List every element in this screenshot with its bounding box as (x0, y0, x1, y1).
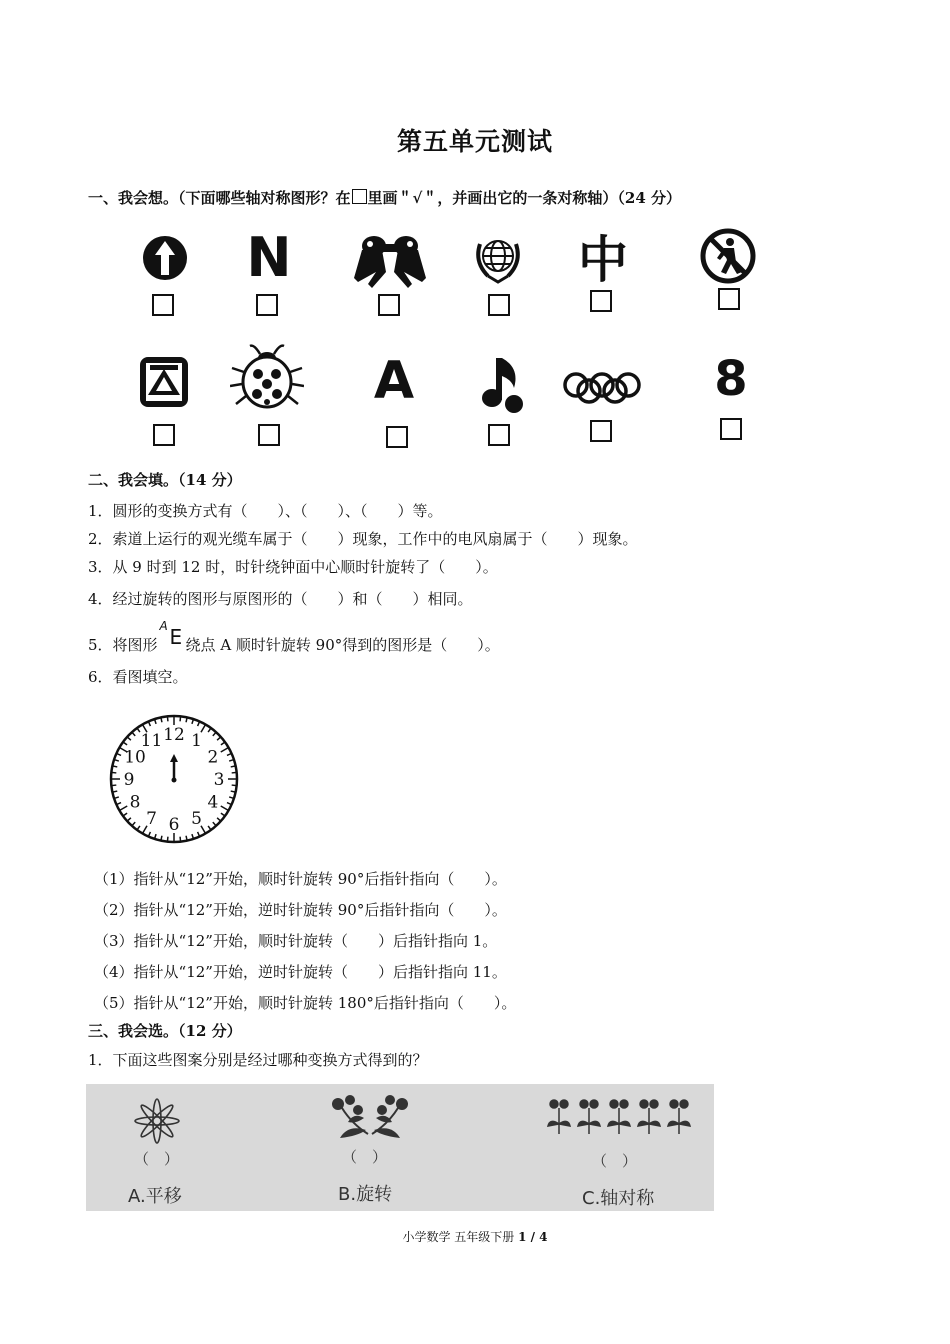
sub-question-3: （3）指针从“12”开始，顺时针旋转（ ）后指针指向 1。 (94, 932, 498, 950)
question-3-1: 1．下面这些图案分别是经过哪种变换方式得到的？ (88, 1051, 428, 1069)
question-2-1: 1．圆形的变换方式有（ ）、（ ）、（ ）等。 (88, 502, 443, 520)
question-2-5-text-b: 绕点 A 顺时针旋转 90°得到的图形是（ ）。 (185, 636, 500, 654)
clock-number: 8 (129, 792, 141, 813)
ladybug-icon (230, 342, 304, 412)
clock-number: 7 (146, 808, 157, 829)
translated-flowers-pattern (542, 1098, 692, 1138)
paren-a: （ ） (134, 1150, 180, 1168)
option-b-label: B.旋转 (338, 1184, 393, 1205)
globe-wreath-icon (474, 232, 522, 284)
clock-number: 5 (191, 808, 202, 829)
clock-number: 10 (124, 747, 146, 768)
option-c-label: C.轴对称 (582, 1188, 655, 1209)
sub-question-1: （1）指针从“12”开始，顺时针旋转 90°后指针指向（ ）。 (94, 870, 507, 888)
clock-number: 11 (140, 731, 163, 752)
clock-number: 3 (213, 770, 225, 790)
twin-frogs-icon (352, 232, 428, 288)
answer-box-3[interactable] (378, 294, 400, 316)
answer-box-inline (352, 189, 367, 204)
question-2-4: 4．经过旋转的图形与原图形的（ ）和（ ）相同。 (88, 590, 473, 608)
clock-number: 2 (207, 747, 219, 768)
clock-number: 1 (191, 731, 202, 752)
answer-box-6[interactable] (718, 288, 740, 310)
letter-n-symbol: N (246, 225, 292, 289)
question-2-5 (88, 619, 500, 655)
paren-b: （ ） (342, 1148, 388, 1166)
answer-box-9[interactable] (386, 426, 408, 448)
question-2-2: 2．索道上运行的观光缆车属于（ ）现象，工作中的电风扇属于（ ）现象。 (88, 530, 638, 548)
clock-number: 4 (207, 792, 219, 813)
ae-figure-a: A (159, 619, 168, 633)
transformation-patterns-image (86, 1084, 714, 1211)
answer-box-10[interactable] (488, 424, 510, 446)
olympic-rings-icon (562, 370, 642, 404)
question-2-3: 3．从 9 时到 12 时，时针绕钟面中心顺时针旋转了（ ）。 (88, 558, 498, 576)
music-note-icon (480, 354, 524, 416)
footer-text: 小学数学 五年级下册 (402, 1230, 519, 1244)
page-footer (0, 1228, 950, 1245)
footer-page-number: 1 / 4 (518, 1230, 548, 1244)
letter-a-symbol: A (373, 351, 415, 411)
arrow-circle-icon (140, 232, 190, 284)
section-1-heading (88, 187, 681, 208)
ae-figure (158, 619, 186, 655)
paren-c: （ ） (592, 1152, 638, 1170)
answer-box-4[interactable] (488, 294, 510, 316)
star-flower-pattern (124, 1096, 190, 1146)
answer-box-8[interactable] (258, 424, 280, 446)
sub-question-4: （4）指针从“12”开始，逆时针旋转（ ）后指针指向 11。 (94, 963, 507, 981)
no-pedestrian-icon (700, 228, 756, 284)
number-eight-symbol: 8 (714, 351, 748, 407)
clock-number: 12 (163, 725, 185, 745)
section-1-heading-b: 里画＂√＂，并画出它的一条对称轴）（24 分） (367, 189, 681, 207)
answer-box-12[interactable] (720, 418, 742, 440)
question-2-6: 6．看图填空。 (88, 668, 188, 686)
answer-box-11[interactable] (590, 420, 612, 442)
clock-number: 6 (168, 815, 180, 835)
clock-face (104, 712, 244, 846)
zhong-character-symbol: 中 (578, 231, 628, 289)
answer-box-1[interactable] (152, 294, 174, 316)
question-2-5-text-a: 5．将图形 (88, 636, 158, 654)
answer-box-7[interactable] (153, 424, 175, 446)
section-2-heading: 二、我会填。（14 分） (88, 471, 242, 489)
answer-box-2[interactable] (256, 294, 278, 316)
option-a-label: A.平移 (128, 1186, 182, 1207)
section-1-heading-a: 一、我会想。（下面哪些轴对称图形？在 (88, 189, 351, 207)
framed-pattern-icon (138, 355, 190, 409)
sub-question-2: （2）指针从“12”开始，逆时针旋转 90°后指针指向（ ）。 (94, 901, 507, 919)
mirrored-plant-pattern (328, 1094, 412, 1142)
ae-figure-e: E (169, 625, 183, 649)
sub-question-5: （5）指针从“12”开始，顺时针旋转 180°后指针指向（ ）。 (94, 994, 517, 1012)
clock-number: 9 (123, 770, 135, 790)
page-title: 第五单元测试 (396, 127, 553, 156)
answer-box-5[interactable] (590, 290, 612, 312)
section-3-heading: 三、我会选。（12 分） (88, 1022, 242, 1040)
